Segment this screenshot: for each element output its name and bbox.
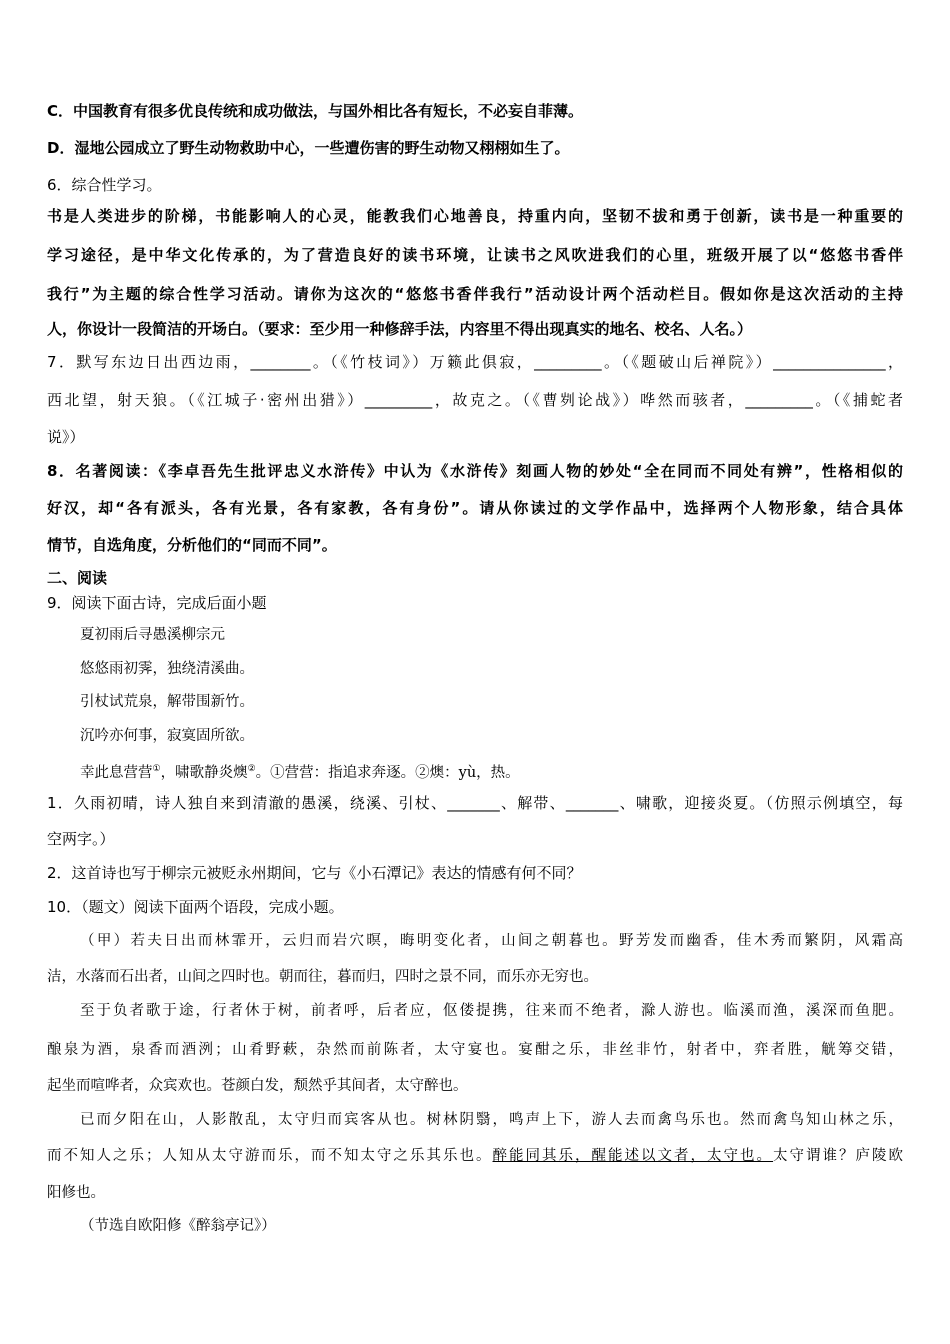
question-7-line-1: 7．默写东边日出西边雨，________。（《竹枝词》）万籁此俱寂，_________。（《题破山后禅院》）_______________， [47,353,903,371]
passage-source: （节选自欧阳修《醉翁亭记》） [80,1218,276,1234]
question-7-line-3: 说》） [47,428,85,446]
question-6-line-2: 学习途径，是中华文化传承的，为了营造良好的读书环境，让读书之风吹进我们的心里，班级开展了以“悠悠书香伴 [47,246,903,264]
question-10-title: 10．（题文）阅读下面两个语段，完成小题。 [47,898,344,916]
passage-para-3-line-1: 已而夕阳在山，人影散乱，太守归而宾客从也。树林阴翳，鸣声上下，游人去而禽鸟乐也。然而禽鸟知山林之乐， [80,1112,903,1128]
passage-para-3-line-3: 阳修也。 [47,1185,105,1201]
question-6-title: 6．综合性学习。 [47,176,162,194]
question-8-line-1: 8．名著阅读：《李卓吾先生批评忠义水浒传》中认为《水浒传》刻画人物的妙处“全在同而不同处有辨”，性格相似的 [47,462,903,480]
poem-title: 夏初雨后寻愚溪柳宗元 [80,627,225,643]
question-9-sub-2: 2．这首诗也写于柳宗元被贬永州期间，它与《小石潭记》表达的情感有何不同？ [47,864,582,882]
question-8-line-2: 好汉，却“各有派头，各有光景，各有家教，各有身份”。请从你读过的文学作品中，选择两个人物形象，结合具体 [47,499,903,517]
question-6-line-4: 人，你设计一段简洁的开场白。（要求：至少用一种修辞手法，内容里不得出现真实的地名、校名、人名。） [47,320,753,338]
section-2-title: 二、阅读 [47,569,108,587]
question-5-option-d: D．湿地公园成立了野生动物救助中心，一些遭伤害的野生动物又栩栩如生了。 [47,139,570,157]
underlined-sentence: 醉能同其乐，醒能述以文者，太守也。 [492,1148,773,1164]
passage-para-1-line-1: （甲）若夫日出而林霏开，云归而岩穴暝，晦明变化者，山间之朝暮也。野芳发而幽香，佳木秀而繁阴，风霜高 [80,933,903,949]
passage-para-1-line-2: 洁，水落而石出者，山间之四时也。朝而往，暮而归，四时之景不同，而乐亦无穷也。 [47,969,598,985]
footnote-marker-1: ① [152,764,161,774]
question-9-sub-1-line-2: 空两字。） [47,830,115,848]
poem-line-1: 悠悠雨初霁，独绕清溪曲。 [80,661,254,677]
question-6-line-3: 我行”为主题的综合性学习活动。请你为这次的“悠悠书香伴我行”活动设计两个活动栏目。假如你是这次活动的主持 [47,285,903,303]
question-5-option-c: C．中国教育有很多优良传统和成功做法，与国外相比各有短长，不必妄自菲薄。 [47,102,584,120]
question-9-sub-1-line-1: 1．久雨初晴，诗人独自来到清澈的愚溪，绕溪、引杖、_______、解带、_______、啸歌，迎接炎夏。（仿照示例填空，每 [47,794,903,812]
passage-para-2-line-3: 起坐而喧哗者，众宾欢也。苍颜白发，颓然乎其间者，太守醉也。 [47,1078,468,1094]
passage-para-2-line-1: 至于负者歌于途，行者休于树，前者呼，后者应，伛偻提携，往来而不绝者，滁人游也。临溪而渔，溪深而鱼肥。 [80,1003,903,1019]
question-6-line-1: 书是人类进步的阶梯，书能影响人的心灵，能教我们心地善良，持重内向，坚韧不拔和勇于创新，读书是一种重要的 [47,207,903,225]
passage-para-2-line-2: 酿泉为酒，泉香而酒洌；山肴野蔌，杂然而前陈者，太守宴也。宴酣之乐，非丝非竹，射者中，弈者胜，觥筹交错， [47,1042,903,1058]
poem-line-2: 引杖试荒泉，解带围新竹。 [80,694,254,710]
question-7-line-2: 西北望，射天狼。（《江城子·密州出猎》）_________，故克之。（《曹刿论战》）哗然而骇者，_________。（《捕蛇者 [47,391,903,409]
footnote-marker-2: ② [247,764,256,774]
question-8-line-3: 情节，自选角度，分析他们的“同而不同”。 [47,536,337,554]
question-9-title: 9．阅读下面古诗，完成后面小题 [47,594,267,612]
passage-para-3-line-2: 而不知人之乐；人知从太守游而乐，而不知太守之乐其乐也。醉能同其乐，醒能述以文者，太守也。太守谓谁？庐陵欧 [47,1148,903,1164]
poem-line-3: 沉吟亦何事，寂寞固所欲。 [80,728,254,744]
poem-line-4-with-notes: 幸此息营营①，啸歌静炎燠②。①营营：指追求奔逐。②燠：yù，热。 [80,764,520,781]
